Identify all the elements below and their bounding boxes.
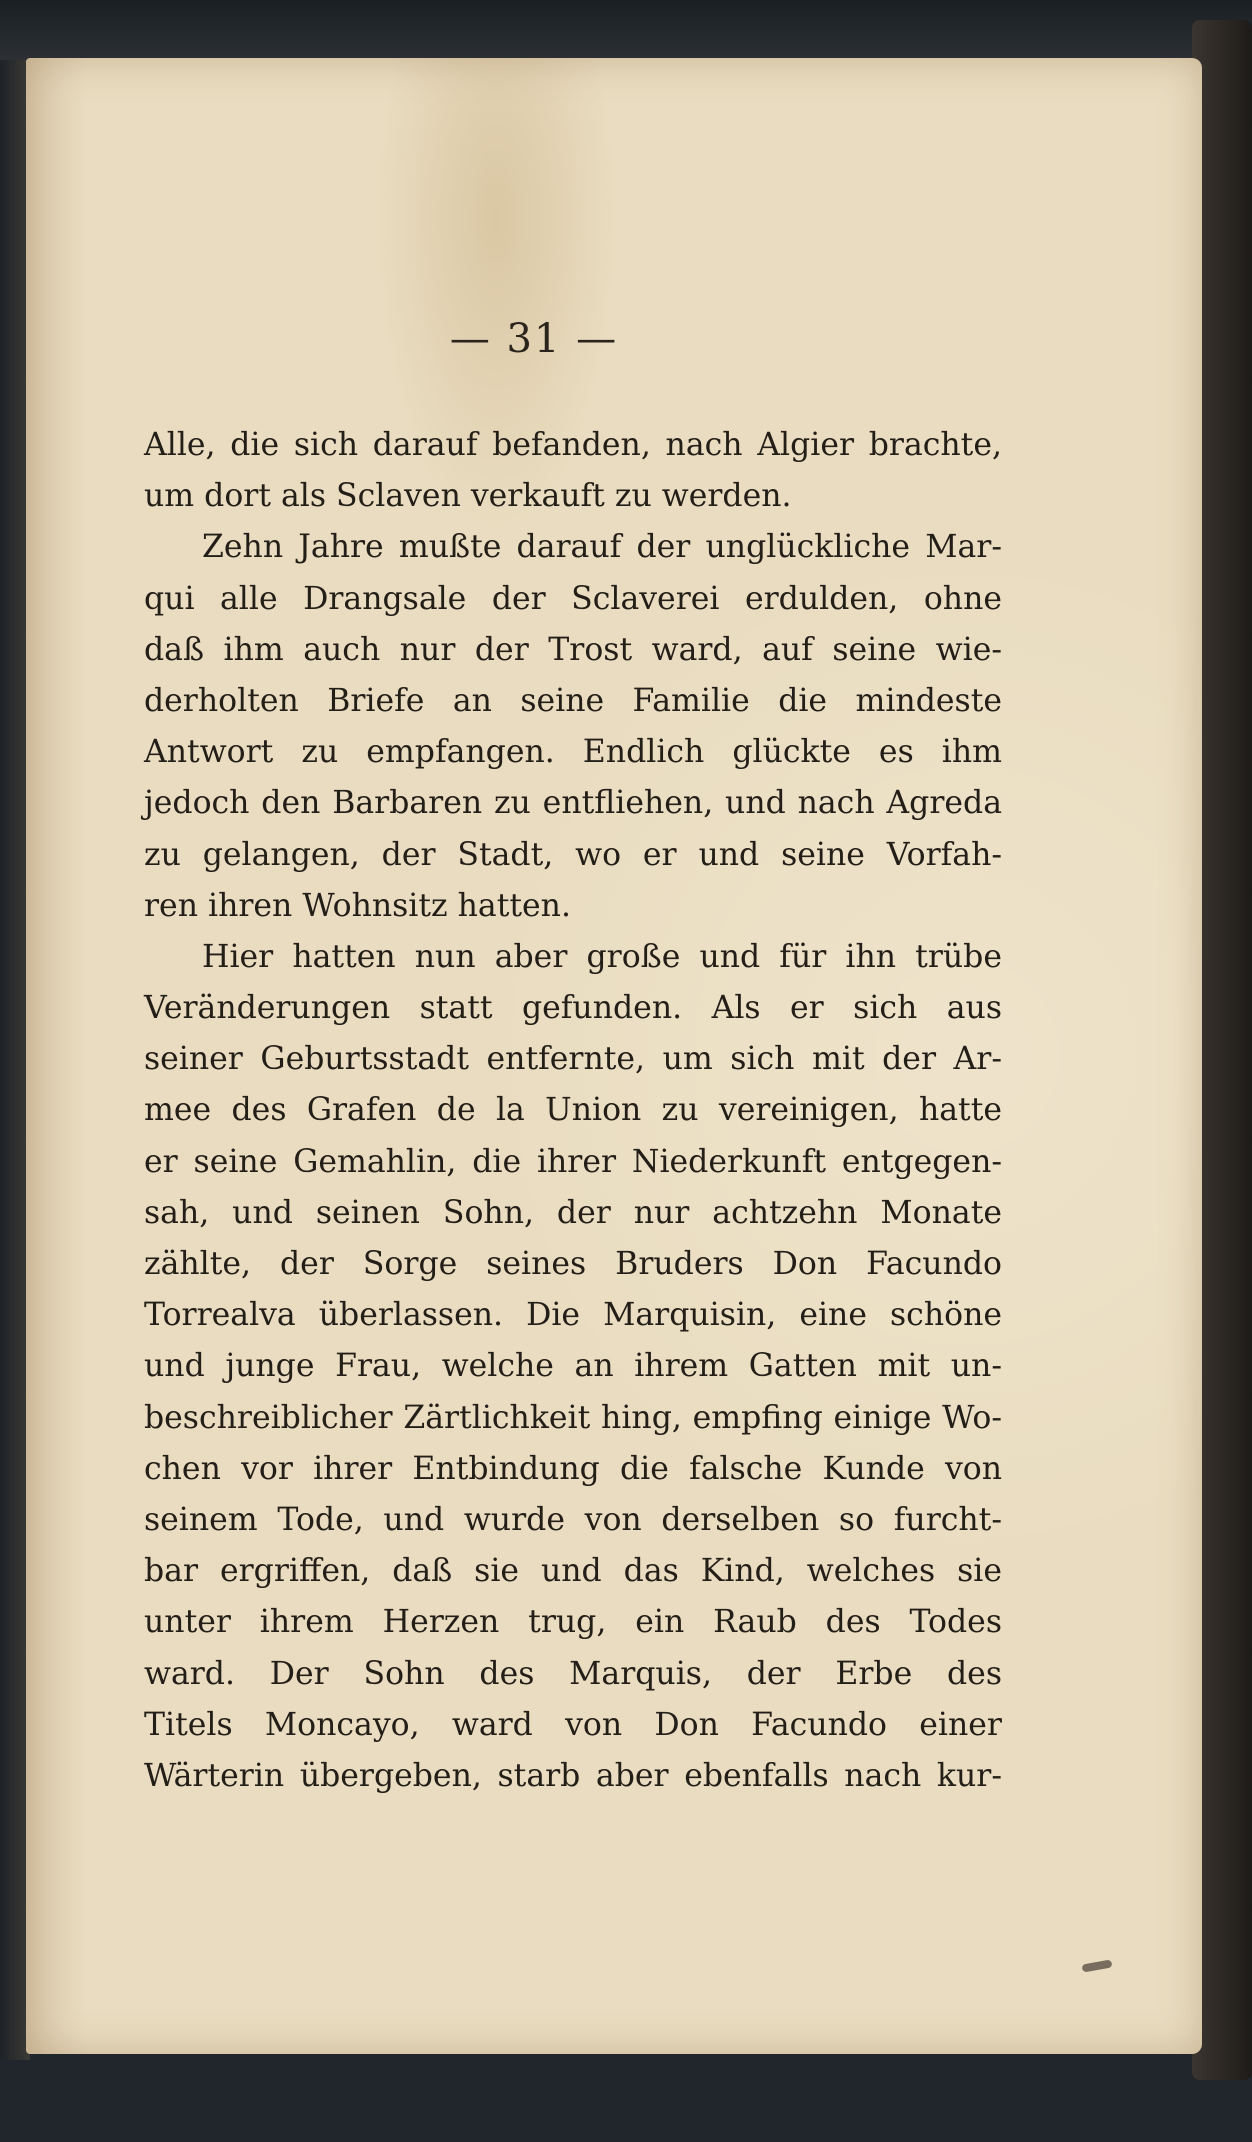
text-line: derholten Briefe an seine Familie die mindeste (144, 682, 1002, 719)
text-line: er seine Gemahlin, die ihrer Niederkunft entgegen- (144, 1143, 1002, 1180)
book-page (26, 58, 1202, 2054)
text-line: zählte, der Sorge seines Bruders Don Facundo (144, 1246, 1002, 1282)
text-line: seiner Geburtsstadt entfernte, um sich mit der Ar- (144, 1041, 1002, 1078)
text-line: zu gelangen, der Stadt, wo er und seine Vorfah- (144, 836, 1002, 873)
text-line: bar ergriffen, daß sie und das Kind, welches sie (144, 1553, 1002, 1590)
text-line: Alle, die sich darauf befanden, nach Algier brachte, (144, 427, 1002, 463)
text-line: beschreiblicher Zärtlichkeit hing, empfing einige Wo- (144, 1399, 1002, 1436)
text-line: Antwort zu empfangen. Endlich glückte es ihm (144, 734, 1002, 771)
text-line: sah, und seinen Sohn, der nur achtzehn Monate (144, 1194, 1002, 1231)
text-line: ren ihren Wohnsitz hatten. (144, 887, 571, 924)
text-line: seinem Tode, und wurde von derselben so furcht- (144, 1501, 1002, 1538)
text-line: um dort als Sclaven verkauft zu werden. (144, 478, 792, 515)
text-line: mee des Grafen de la Union zu vereinigen, hatte (144, 1092, 1002, 1129)
text-line: ward. Der Sohn des Marquis, der Erbe des (144, 1655, 1002, 1692)
text-line: Zehn Jahre mußte darauf der unglückliche Mar- (202, 529, 1002, 566)
text-line: unter ihrem Herzen trug, ein Raub des Todes (144, 1604, 1002, 1641)
text-line: und junge Frau, welche an ihrem Gatten mit un- (144, 1348, 1002, 1385)
text-line: Veränderungen statt gefunden. Als er sich aus (144, 990, 1002, 1027)
text-line: chen vor ihrer Entbindung die falsche Kunde von (144, 1450, 1002, 1487)
text-line: qui alle Drangsale der Sclaverei erdulden, ohne (144, 580, 1002, 617)
book-top-edge (0, 0, 1252, 60)
body-text (144, 420, 1002, 1802)
text-line: daß ihm auch nur der Trost ward, auf seine wie- (144, 631, 1002, 668)
text-line: Wärterin übergeben, starb aber ebenfalls nach kur- (144, 1757, 1002, 1794)
text-line: Titels Moncayo, ward von Don Facundo einer (144, 1706, 1002, 1743)
text-line: Hier hatten nun aber große und für ihn trübe (202, 938, 1002, 975)
text-line: jedoch den Barbaren zu entfliehen, und nach Agreda (144, 785, 1002, 822)
text-line: Torrealva überlassen. Die Marquisin, eine schöne (144, 1297, 1002, 1334)
page-number: — 31 — (449, 316, 619, 362)
